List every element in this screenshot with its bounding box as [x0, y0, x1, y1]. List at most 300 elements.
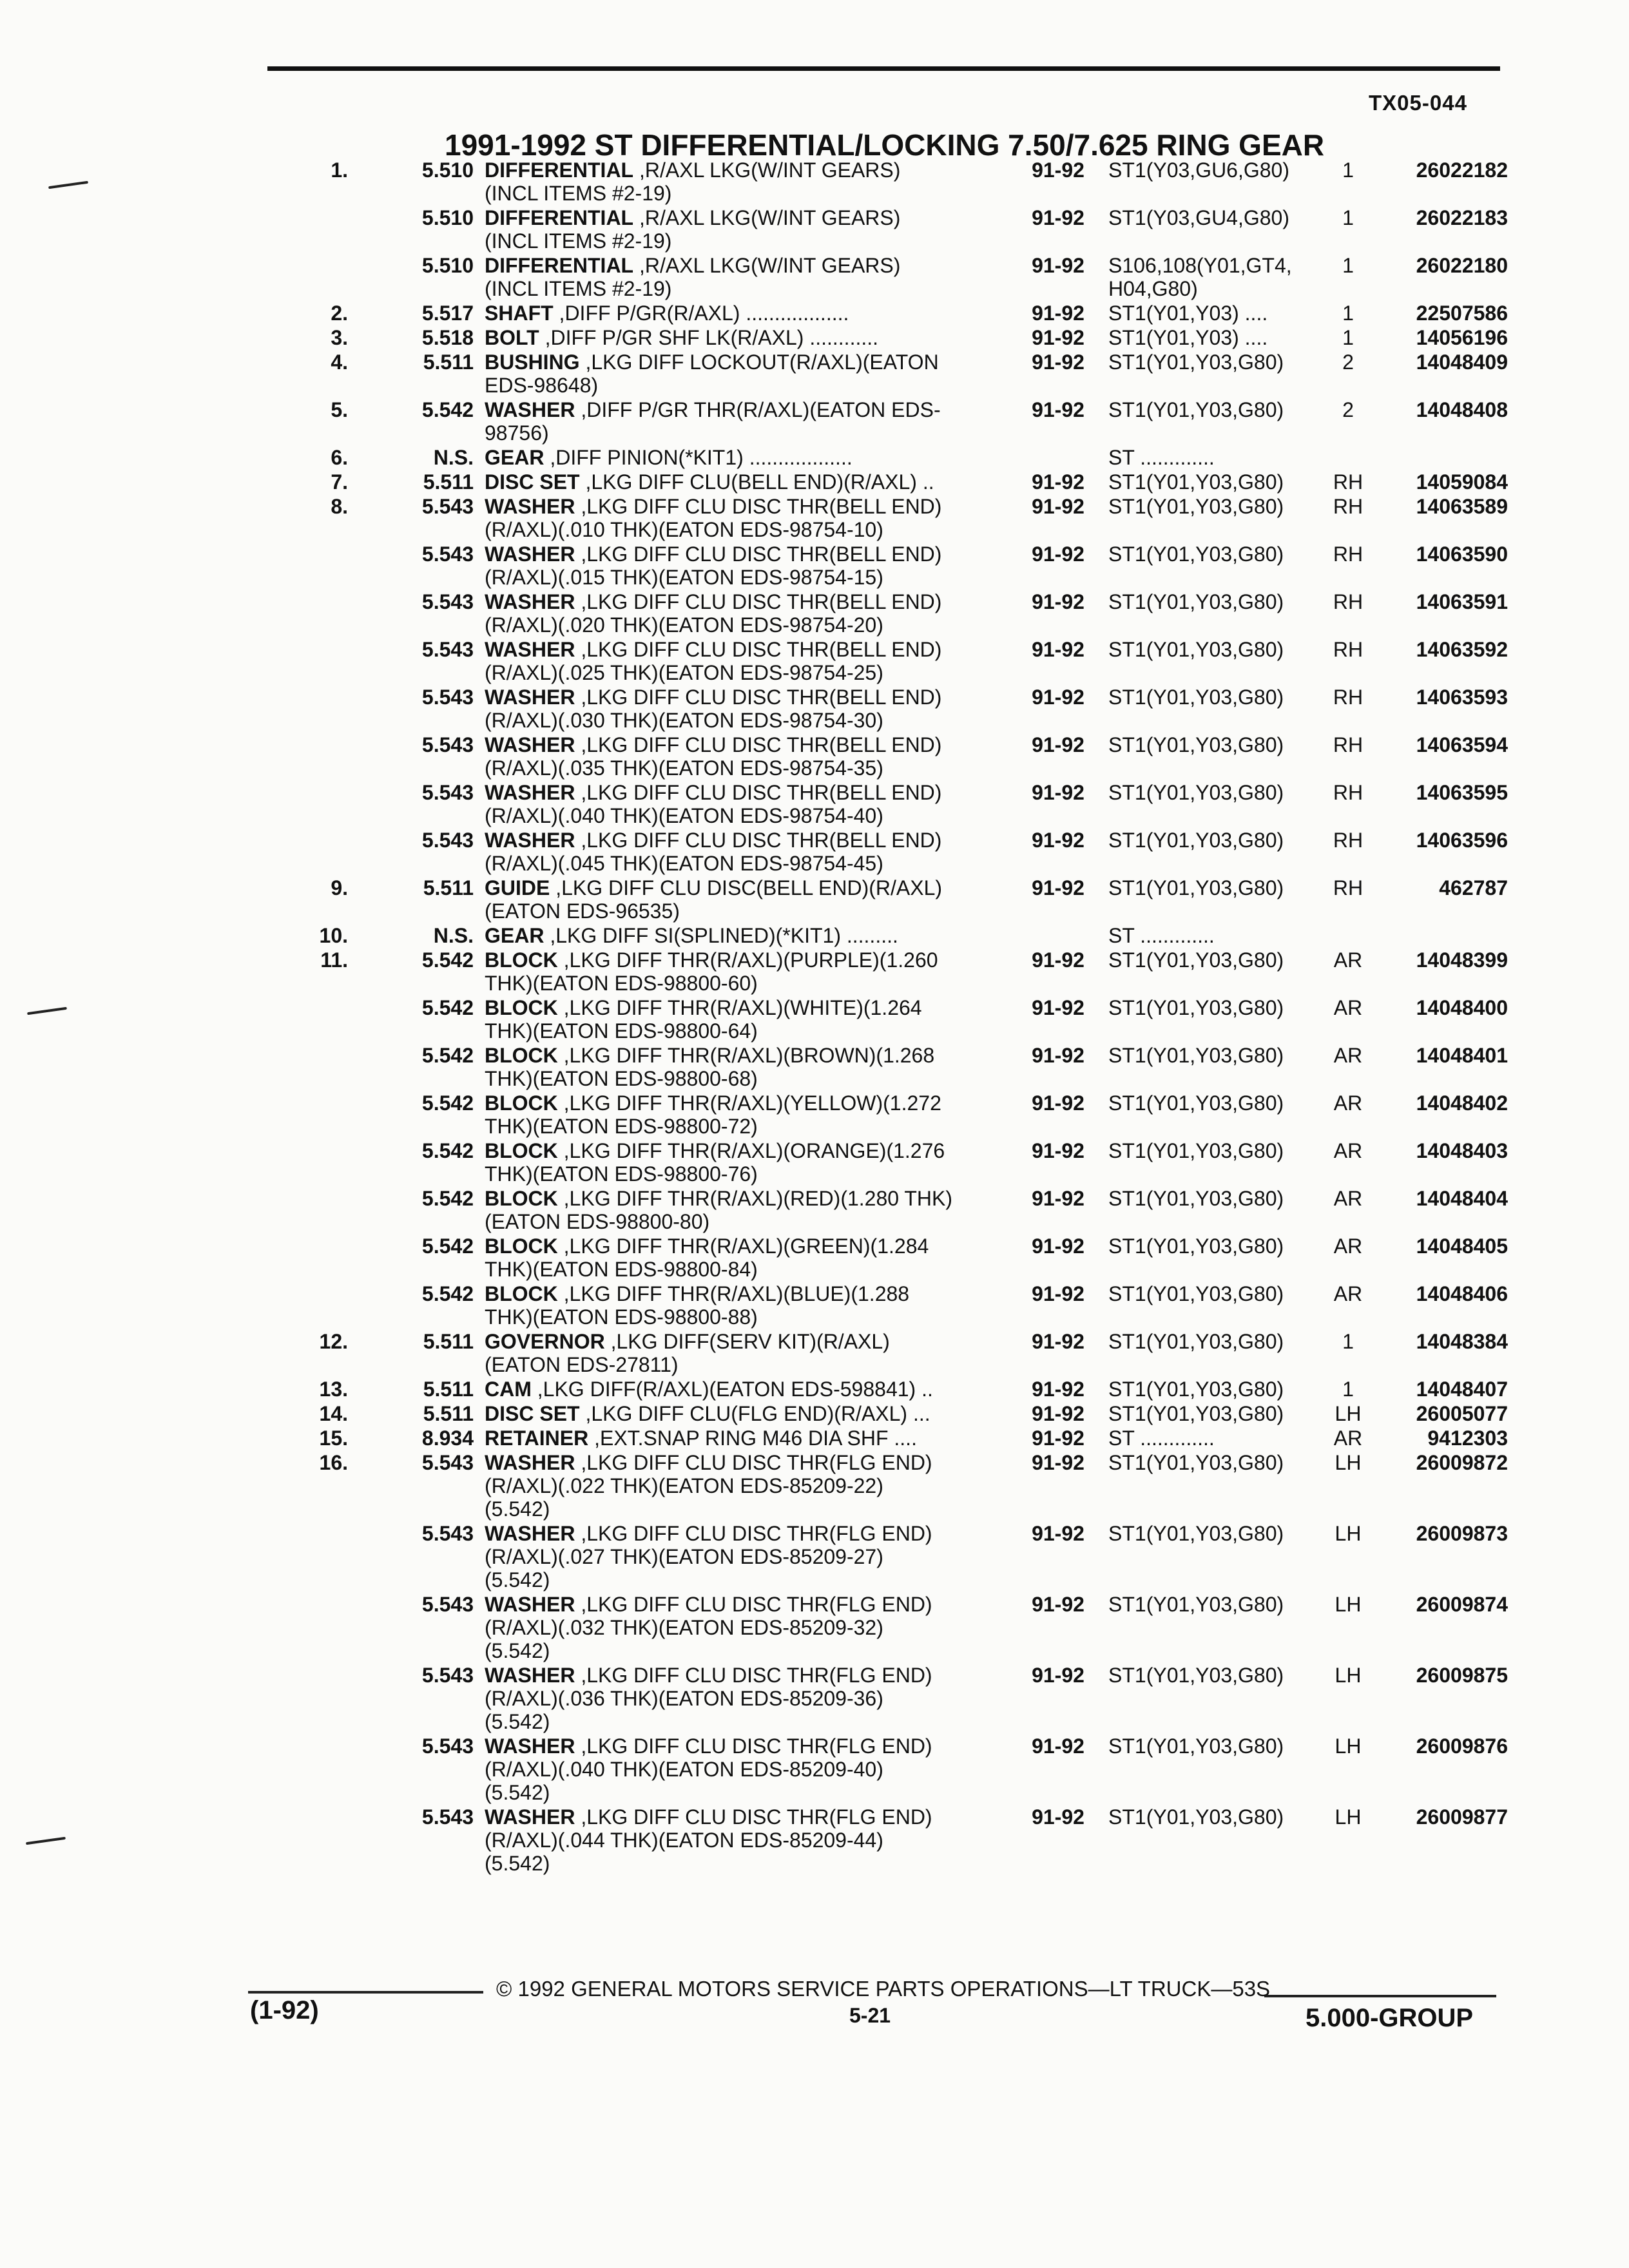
item-number: 2.: [331, 302, 348, 325]
part-name: DISC SET: [485, 470, 580, 494]
part-detail-continued: THK)(EATON EDS-98800-64): [485, 1019, 758, 1043]
part-name: WASHER: [485, 1593, 575, 1616]
quantity: AR: [1333, 1187, 1363, 1210]
part-number: 14063589: [1416, 495, 1508, 518]
part-number: 9412303: [1427, 1427, 1508, 1450]
item-number: 5.: [331, 398, 348, 421]
quantity: 1: [1342, 159, 1354, 182]
application-line: ST1(Y01,Y03,G80): [1108, 495, 1284, 518]
application: [1108, 1330, 1284, 1353]
application: [1108, 686, 1284, 709]
part-name: BLOCK: [485, 1187, 558, 1210]
application-line: ST1(Y01,Y03,G80): [1108, 1664, 1284, 1687]
part-description: [485, 876, 942, 923]
part-detail-continued: (R/AXL)(.027 THK)(EATON EDS-85209-27): [485, 1545, 883, 1568]
model-years: 91-92: [1032, 326, 1084, 349]
part-description: [485, 1044, 934, 1090]
application: [1108, 1522, 1284, 1545]
part-name: BLOCK: [485, 1282, 558, 1305]
part-name: WASHER: [485, 686, 575, 709]
part-number: 14048408: [1416, 398, 1508, 421]
part-row: [0, 326, 1629, 351]
part-number: 14063590: [1416, 543, 1508, 566]
model-years: 91-92: [1032, 1378, 1084, 1401]
quantity: LH: [1335, 1664, 1362, 1687]
part-name: WASHER: [485, 829, 575, 852]
part-number: 26009876: [1416, 1735, 1508, 1758]
part-detail-continued: THK)(EATON EDS-98800-88): [485, 1305, 758, 1329]
group-number: 5.510: [421, 159, 474, 182]
part-description: [485, 351, 939, 397]
item-number: 9.: [331, 876, 348, 899]
application: [1108, 254, 1292, 300]
quantity: AR: [1333, 1235, 1363, 1258]
part-row: [0, 1522, 1629, 1593]
part-detail-continued: (INCL ITEMS #2-19): [485, 277, 672, 300]
part-number: 14063596: [1416, 829, 1508, 852]
group-number: 5.542: [421, 996, 474, 1019]
part-number: 26009874: [1416, 1593, 1508, 1616]
part-detail-continued: (R/AXL)(.044 THK)(EATON EDS-85209-44): [485, 1829, 883, 1852]
part-description: [485, 590, 941, 637]
model-years: 91-92: [1032, 733, 1084, 756]
part-description: [485, 326, 878, 349]
application: [1108, 1235, 1284, 1258]
part-description: [485, 1378, 933, 1401]
part-detail: ,DIFF P/GR(R/AXL) ..................: [553, 302, 849, 325]
quantity: LH: [1335, 1735, 1362, 1758]
part-number: 14059084: [1416, 470, 1508, 494]
application-line: ST1(Y01,Y03,G80): [1108, 948, 1284, 972]
quantity: RH: [1333, 543, 1364, 566]
part-name: CAM: [485, 1378, 532, 1401]
item-number: 4.: [331, 351, 348, 374]
part-number: 22507586: [1416, 302, 1508, 325]
part-row: [0, 590, 1629, 638]
application: [1108, 1805, 1284, 1829]
quantity: RH: [1333, 590, 1364, 613]
part-description: [485, 1330, 890, 1376]
part-description: [485, 733, 941, 780]
group-number: 5.511: [423, 470, 474, 494]
part-name: BLOCK: [485, 1139, 558, 1162]
part-description: [485, 781, 941, 827]
part-number: 14048401: [1416, 1044, 1508, 1067]
model-years: 91-92: [1032, 1427, 1084, 1450]
item-number: 16.: [319, 1451, 348, 1474]
part-number: 14048407: [1416, 1378, 1508, 1401]
quantity: AR: [1333, 1427, 1363, 1450]
part-detail-continued: (5.542): [485, 1639, 550, 1662]
part-detail: ,LKG DIFF THR(R/AXL)(RED)(1.280 THK): [557, 1187, 953, 1210]
application: [1108, 876, 1284, 899]
part-row: [0, 1187, 1629, 1235]
model-years: 91-92: [1032, 948, 1084, 972]
application: [1108, 206, 1289, 229]
part-name: DIFFERENTIAL: [485, 159, 634, 182]
part-name: WASHER: [485, 1664, 575, 1687]
part-row: [0, 686, 1629, 733]
part-row: [0, 948, 1629, 996]
part-description: [485, 1427, 917, 1450]
model-years: 91-92: [1032, 686, 1084, 709]
group-number: 5.517: [421, 302, 474, 325]
part-name: DISC SET: [485, 1402, 580, 1425]
model-years: 91-92: [1032, 1735, 1084, 1758]
part-row: [0, 1282, 1629, 1330]
part-detail: ,LKG DIFF CLU DISC THR(BELL END): [575, 638, 942, 661]
part-row: [0, 1427, 1629, 1451]
part-description: [485, 398, 941, 445]
part-number: 26009877: [1416, 1805, 1508, 1829]
quantity: LH: [1335, 1451, 1362, 1474]
part-name: WASHER: [485, 590, 575, 613]
part-name: WASHER: [485, 1805, 575, 1829]
part-detail-continued: 98756): [485, 421, 549, 445]
part-detail: ,LKG DIFF SI(SPLINED)(*KIT1) .........: [544, 924, 898, 947]
model-years: 91-92: [1032, 254, 1084, 277]
parts-list: [0, 159, 1629, 1876]
part-detail: ,EXT.SNAP RING M46 DIA SHF ....: [588, 1427, 917, 1450]
part-detail-continued: THK)(EATON EDS-98800-84): [485, 1258, 758, 1281]
part-detail-continued: (EATON EDS-27811): [485, 1353, 679, 1376]
part-description: [485, 302, 849, 325]
part-row: [0, 1378, 1629, 1402]
part-number: 14063595: [1416, 781, 1508, 804]
part-detail: ,LKG DIFF THR(R/AXL)(YELLOW)(1.272: [557, 1091, 941, 1115]
group-number: 5.543: [421, 1593, 474, 1616]
item-number: 7.: [331, 470, 348, 494]
application: [1108, 302, 1268, 325]
model-years: 91-92: [1032, 470, 1084, 494]
application-line: ST1(Y01,Y03,G80): [1108, 733, 1284, 756]
application: [1108, 1044, 1284, 1067]
application-line: ST1(Y01,Y03,G80): [1108, 1735, 1284, 1758]
application-line: ST1(Y01,Y03,G80): [1108, 996, 1284, 1019]
part-detail: ,LKG DIFF CLU DISC THR(BELL END): [575, 781, 942, 804]
application: [1108, 543, 1284, 566]
group-number: 5.542: [421, 398, 474, 421]
model-years: 91-92: [1032, 590, 1084, 613]
application: [1108, 590, 1284, 613]
item-number: 10.: [319, 924, 348, 947]
part-number: 14063591: [1416, 590, 1508, 613]
part-detail-continued: (R/AXL)(.020 THK)(EATON EDS-98754-20): [485, 613, 883, 637]
part-detail: ,LKG DIFF CLU(FLG END)(R/AXL) ...: [579, 1402, 930, 1425]
part-number: 14048399: [1416, 948, 1508, 972]
part-row: [0, 638, 1629, 686]
model-years: 91-92: [1032, 398, 1084, 421]
group-number: 5.542: [421, 1139, 474, 1162]
application-line: ST1(Y01,Y03,G80): [1108, 1593, 1284, 1616]
group-number: 5.542: [421, 1091, 474, 1115]
part-detail-continued: (5.542): [485, 1568, 550, 1591]
group-number: 5.542: [421, 1187, 474, 1210]
application-line: ST1(Y01,Y03,G80): [1108, 686, 1284, 709]
part-name: WASHER: [485, 781, 575, 804]
group-number: 5.518: [421, 326, 474, 349]
application-line: ST .............: [1108, 1427, 1215, 1450]
application-line: ST1(Y01,Y03,G80): [1108, 1187, 1284, 1210]
model-years: 91-92: [1032, 638, 1084, 661]
part-detail-continued: THK)(EATON EDS-98800-72): [485, 1115, 758, 1138]
application: [1108, 470, 1284, 494]
application-line: ST1(Y03,GU6,G80): [1108, 159, 1289, 182]
footer-rule: [248, 1991, 483, 1994]
part-number: 14048406: [1416, 1282, 1508, 1305]
application-line: ST1(Y01,Y03,G80): [1108, 1235, 1284, 1258]
part-description: [485, 543, 941, 589]
footer-copyright: © 1992 GENERAL MOTORS SERVICE PARTS OPERATIONS—LT TRUCK—53S: [496, 1977, 1271, 2001]
group-number: 5.543: [421, 829, 474, 852]
part-name: BLOCK: [485, 996, 558, 1019]
part-row: [0, 1402, 1629, 1427]
part-detail-continued: (R/AXL)(.036 THK)(EATON EDS-85209-36): [485, 1687, 883, 1710]
model-years: 91-92: [1032, 159, 1084, 182]
quantity: AR: [1333, 948, 1363, 972]
part-number: 14063593: [1416, 686, 1508, 709]
application: [1108, 1735, 1284, 1758]
part-row: [0, 543, 1629, 590]
part-name: DIFFERENTIAL: [485, 206, 634, 229]
part-detail: ,LKG DIFF(R/AXL)(EATON EDS-598841) ..: [531, 1378, 933, 1401]
group-number: N.S.: [433, 446, 474, 469]
item-number: 14.: [319, 1402, 348, 1425]
application-line: ST .............: [1108, 446, 1215, 469]
part-name: GEAR: [485, 446, 545, 469]
application: [1108, 948, 1284, 972]
part-detail: ,LKG DIFF CLU DISC THR(BELL END): [575, 543, 942, 566]
part-number: 26022180: [1416, 254, 1508, 277]
part-name: BOLT: [485, 326, 539, 349]
part-description: [485, 1805, 932, 1875]
application-line: ST1(Y01,Y03,G80): [1108, 638, 1284, 661]
part-detail: ,LKG DIFF THR(R/AXL)(BROWN)(1.268: [557, 1044, 935, 1067]
part-description: [485, 1522, 932, 1591]
page-title: 1991-1992 ST DIFFERENTIAL/LOCKING 7.50/7.625 RING GEAR: [445, 128, 1325, 162]
part-number: 14048405: [1416, 1235, 1508, 1258]
part-detail-continued: (R/AXL)(.010 THK)(EATON EDS-98754-10): [485, 518, 883, 541]
part-row: [0, 254, 1629, 302]
part-description: [485, 254, 900, 300]
part-detail-continued: (EATON EDS-98800-80): [485, 1210, 710, 1233]
model-years: 91-92: [1032, 351, 1084, 374]
group-number: 5.543: [421, 1735, 474, 1758]
model-years: 91-92: [1032, 302, 1084, 325]
part-detail-continued: (INCL ITEMS #2-19): [485, 182, 672, 205]
quantity: AR: [1333, 996, 1363, 1019]
part-detail-continued: THK)(EATON EDS-98800-68): [485, 1067, 758, 1090]
application-line: ST1(Y03,GU4,G80): [1108, 206, 1289, 229]
part-detail: ,LKG DIFF THR(R/AXL)(WHITE)(1.264: [557, 996, 922, 1019]
model-years: 91-92: [1032, 876, 1084, 899]
model-years: 91-92: [1032, 1451, 1084, 1474]
document-id: TX05-044: [1369, 91, 1467, 115]
application: [1108, 1187, 1284, 1210]
item-number: 15.: [319, 1427, 348, 1450]
group-number: 5.511: [423, 1378, 474, 1401]
part-detail: ,DIFF P/GR SHF LK(R/AXL) ............: [539, 326, 879, 349]
quantity: LH: [1335, 1593, 1362, 1616]
item-number: 1.: [331, 159, 348, 182]
part-description: [485, 159, 900, 205]
part-name: BUSHING: [485, 351, 580, 374]
model-years: 91-92: [1032, 543, 1084, 566]
part-row: [0, 206, 1629, 254]
part-number: 14048404: [1416, 1187, 1508, 1210]
application-line: ST1(Y01,Y03,G80): [1108, 1139, 1284, 1162]
group-number: 5.542: [421, 1044, 474, 1067]
group-number: 5.511: [423, 351, 474, 374]
part-description: [485, 495, 941, 541]
part-name: WASHER: [485, 398, 575, 421]
model-years: 91-92: [1032, 781, 1084, 804]
part-detail: ,LKG DIFF THR(R/AXL)(GREEN)(1.284: [557, 1235, 929, 1258]
application-line: ST .............: [1108, 924, 1215, 947]
model-years: 91-92: [1032, 495, 1084, 518]
application: [1108, 1451, 1284, 1474]
part-description: [485, 638, 941, 684]
part-detail-continued: EDS-98648): [485, 374, 599, 397]
part-name: WASHER: [485, 638, 575, 661]
part-name: GUIDE: [485, 876, 550, 899]
group-number: 5.543: [421, 686, 474, 709]
application: [1108, 781, 1284, 804]
model-years: 91-92: [1032, 1091, 1084, 1115]
part-number: 14048402: [1416, 1091, 1508, 1115]
part-detail-continued: (R/AXL)(.040 THK)(EATON EDS-85209-40): [485, 1758, 883, 1781]
part-detail: ,LKG DIFF CLU DISC THR(BELL END): [575, 495, 942, 518]
quantity: LH: [1335, 1805, 1362, 1829]
group-number: 5.511: [423, 1330, 474, 1353]
group-number: 5.542: [421, 1282, 474, 1305]
part-detail-continued: THK)(EATON EDS-98800-76): [485, 1162, 758, 1186]
part-detail-continued: (5.542): [485, 1497, 550, 1521]
part-name: WASHER: [485, 1451, 575, 1474]
part-number: 14048384: [1416, 1330, 1508, 1353]
part-row: [0, 924, 1629, 948]
application-line: ST1(Y01,Y03,G80): [1108, 590, 1284, 613]
part-detail: ,LKG DIFF CLU DISC THR(FLG END): [575, 1664, 932, 1687]
quantity: 1: [1342, 1330, 1354, 1353]
application: [1108, 996, 1284, 1019]
quantity: LH: [1335, 1402, 1362, 1425]
quantity: RH: [1333, 733, 1364, 756]
item-number: 13.: [319, 1378, 348, 1401]
group-number: 5.510: [421, 206, 474, 229]
part-detail-continued: (INCL ITEMS #2-19): [485, 229, 672, 253]
model-years: 91-92: [1032, 1330, 1084, 1353]
footer-rule: [1264, 1995, 1496, 1997]
part-detail: ,LKG DIFF CLU(BELL END)(R/AXL) ..: [579, 470, 934, 494]
part-detail: ,LKG DIFF(SERV KIT)(R/AXL): [604, 1330, 890, 1353]
part-description: [485, 1593, 932, 1662]
part-detail: ,LKG DIFF THR(R/AXL)(BLUE)(1.288: [557, 1282, 910, 1305]
quantity: 1: [1342, 206, 1354, 229]
part-detail-continued: (5.542): [485, 1710, 550, 1733]
part-detail: ,LKG DIFF CLU DISC THR(FLG END): [575, 1522, 932, 1545]
quantity: RH: [1333, 638, 1364, 661]
part-detail: ,LKG DIFF CLU DISC THR(BELL END): [575, 733, 942, 756]
page-number: 5-21: [849, 2004, 891, 2027]
model-years: 91-92: [1032, 1235, 1084, 1258]
part-number: 14048403: [1416, 1139, 1508, 1162]
part-detail-continued: (R/AXL)(.032 THK)(EATON EDS-85209-32): [485, 1616, 883, 1639]
application: [1108, 159, 1289, 182]
application-line: ST1(Y01,Y03,G80): [1108, 1282, 1284, 1305]
quantity: RH: [1333, 495, 1364, 518]
part-detail-continued: (5.542): [485, 1852, 550, 1875]
part-name: GOVERNOR: [485, 1330, 605, 1353]
part-number: 14063594: [1416, 733, 1508, 756]
application: [1108, 398, 1284, 421]
application: [1108, 829, 1284, 852]
quantity: RH: [1333, 781, 1364, 804]
quantity: 2: [1342, 351, 1354, 374]
model-years: 91-92: [1032, 1522, 1084, 1545]
group-number: N.S.: [433, 924, 474, 947]
group-number: 5.511: [423, 876, 474, 899]
application: [1108, 1402, 1284, 1425]
application-line: ST1(Y01,Y03,G80): [1108, 876, 1284, 899]
part-detail: ,R/AXL LKG(W/INT GEARS): [633, 254, 901, 277]
part-name: WASHER: [485, 1522, 575, 1545]
application: [1108, 1427, 1215, 1450]
model-years: 91-92: [1032, 1805, 1084, 1829]
group-number: 8.934: [421, 1427, 474, 1450]
part-name: SHAFT: [485, 302, 554, 325]
part-row: [0, 1593, 1629, 1664]
part-detail: ,LKG DIFF CLU DISC THR(BELL END): [575, 829, 942, 852]
application: [1108, 495, 1284, 518]
part-detail: ,DIFF P/GR THR(R/AXL)(EATON EDS-: [575, 398, 941, 421]
part-detail-continued: (R/AXL)(.015 THK)(EATON EDS-98754-15): [485, 566, 883, 589]
part-description: [485, 1402, 930, 1425]
model-years: 91-92: [1032, 1139, 1084, 1162]
part-detail: ,LKG DIFF CLU DISC THR(FLG END): [575, 1735, 932, 1758]
part-detail-continued: (R/AXL)(.030 THK)(EATON EDS-98754-30): [485, 709, 883, 732]
part-description: [485, 1735, 932, 1804]
part-description: [485, 924, 898, 947]
part-number: 26022183: [1416, 206, 1508, 229]
top-rule: [267, 66, 1500, 71]
part-description: [485, 470, 934, 494]
part-detail: ,R/AXL LKG(W/INT GEARS): [633, 206, 901, 229]
part-row: [0, 829, 1629, 876]
quantity: 2: [1342, 398, 1354, 421]
quantity: AR: [1333, 1139, 1363, 1162]
application-line: ST1(Y01,Y03,G80): [1108, 1451, 1284, 1474]
quantity: RH: [1333, 829, 1364, 852]
quantity: 1: [1342, 302, 1354, 325]
part-name: WASHER: [485, 733, 575, 756]
part-name: BLOCK: [485, 1044, 558, 1067]
part-detail-continued: (EATON EDS-96535): [485, 899, 680, 923]
part-detail: ,R/AXL LKG(W/INT GEARS): [633, 159, 901, 182]
part-detail: ,LKG DIFF CLU DISC THR(BELL END): [575, 686, 942, 709]
part-row: [0, 1451, 1629, 1522]
part-row: [0, 351, 1629, 398]
model-years: 91-92: [1032, 829, 1084, 852]
part-number: 26009875: [1416, 1664, 1508, 1687]
part-row: [0, 398, 1629, 446]
part-number: 26009872: [1416, 1451, 1508, 1474]
group-number: 5.543: [421, 543, 474, 566]
application: [1108, 446, 1215, 469]
group-number: 5.511: [423, 1402, 474, 1425]
application: [1108, 1139, 1284, 1162]
part-detail: ,LKG DIFF THR(R/AXL)(PURPLE)(1.260: [557, 948, 938, 972]
